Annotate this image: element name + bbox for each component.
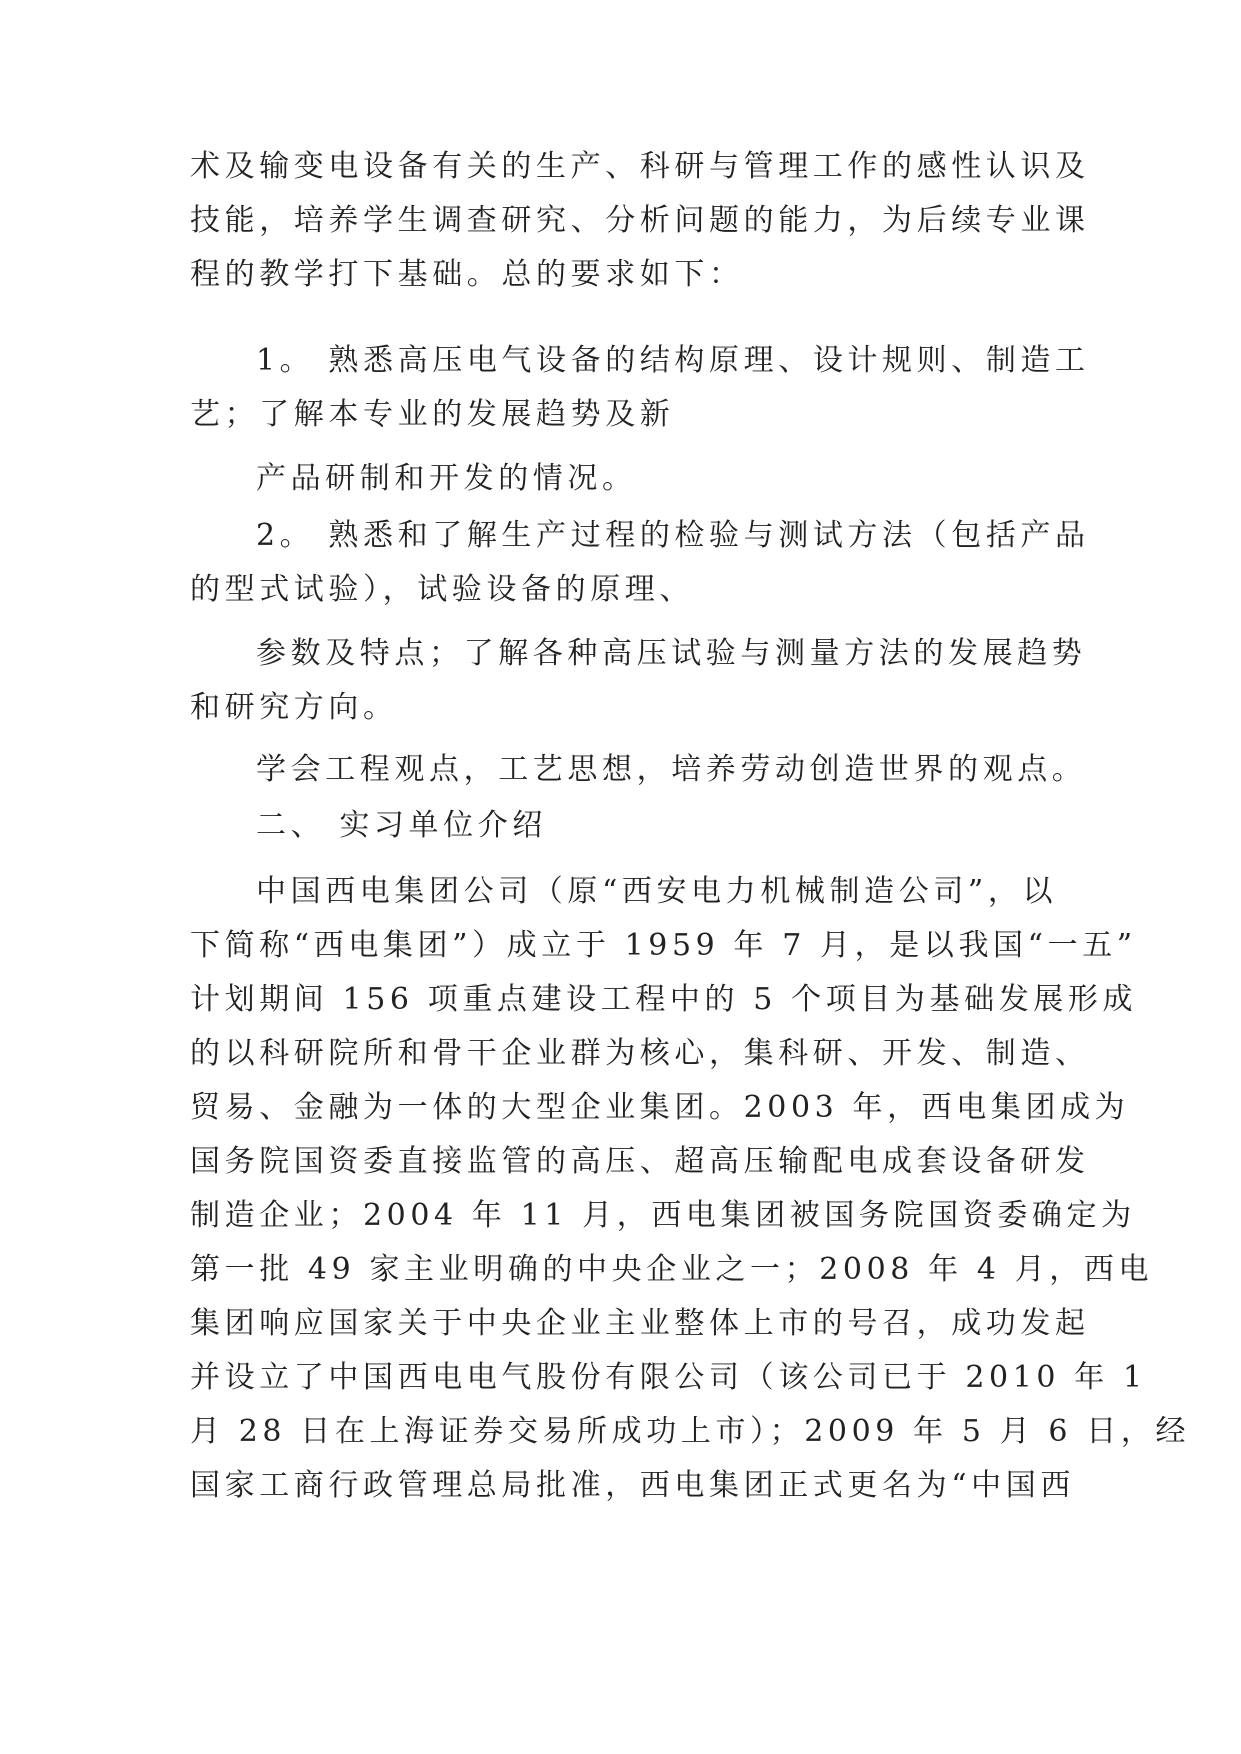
text-line: 术及输变电设备有关的生产、科研与管理工作的感性认识及: [190, 149, 1090, 184]
paragraph-line: 贸易、金融为一体的大型企业集团。2003 年，西电集团成为: [190, 1090, 1130, 1125]
text-line: 参数及特点；了解各种高压试验与测量方法的发展趋势: [256, 636, 1087, 671]
paragraph-line: 国家工商行政管理总局批准，西电集团正式更名为“中国西: [190, 1468, 1075, 1503]
paragraph-line: 月 28 日在上海证券交易所成功上市）；2009 年 5 月 6 日，经: [190, 1414, 1191, 1449]
paragraph-line: 制造企业；2004 年 11 月，西电集团被国务院国资委确定为: [190, 1198, 1136, 1233]
paragraph-line: 的以科研院所和骨干企业群为核心，集科研、开发、制造、: [190, 1036, 1090, 1071]
paragraph-line: 集团响应国家关于中央企业主业整体上市的号召，成功发起: [190, 1306, 1090, 1341]
paragraph-line: 下简称“西电集团”）成立于 1959 年 7 月，是以我国“一五”: [190, 928, 1137, 963]
text-line: 程的教学打下基础。总的要求如下：: [190, 257, 744, 292]
list-item-1: 1。 熟悉高压电气设备的结构原理、设计规则、制造工: [256, 343, 1090, 378]
text-line: 艺；了解本专业的发展趋势及新: [190, 397, 675, 432]
paragraph-line: 第一批 49 家主业明确的中央企业之一；2008 年 4 月，西电: [190, 1252, 1154, 1287]
text-line: 技能，培养学生调查研究、分析问题的能力，为后续专业课: [190, 203, 1090, 238]
paragraph-line: 国务院国资委直接监管的高压、超高压输配电成套设备研发: [190, 1144, 1090, 1179]
section-heading: 二、 实习单位介绍: [256, 808, 547, 843]
text-line: 学会工程观点，工艺思想，培养劳动创造世界的观点。: [256, 752, 1087, 787]
text-line: 的型式试验），试验设备的原理、: [190, 572, 694, 607]
list-item-2: 2。 熟悉和了解生产过程的检验与测试方法（包括产品: [256, 518, 1090, 553]
paragraph-line: 并设立了中国西电电气股份有限公司（该公司已于 2010 年 1: [190, 1360, 1147, 1395]
text-line: 产品研制和开发的情况。: [256, 461, 637, 496]
text-line: 和研究方向。: [190, 690, 398, 725]
paragraph-line: 计划期间 156 项重点建设工程中的 5 个项目为基础发展形成: [190, 982, 1138, 1017]
paragraph-line: 中国西电集团公司（原“西安电力机械制造公司”，以: [256, 874, 1058, 909]
